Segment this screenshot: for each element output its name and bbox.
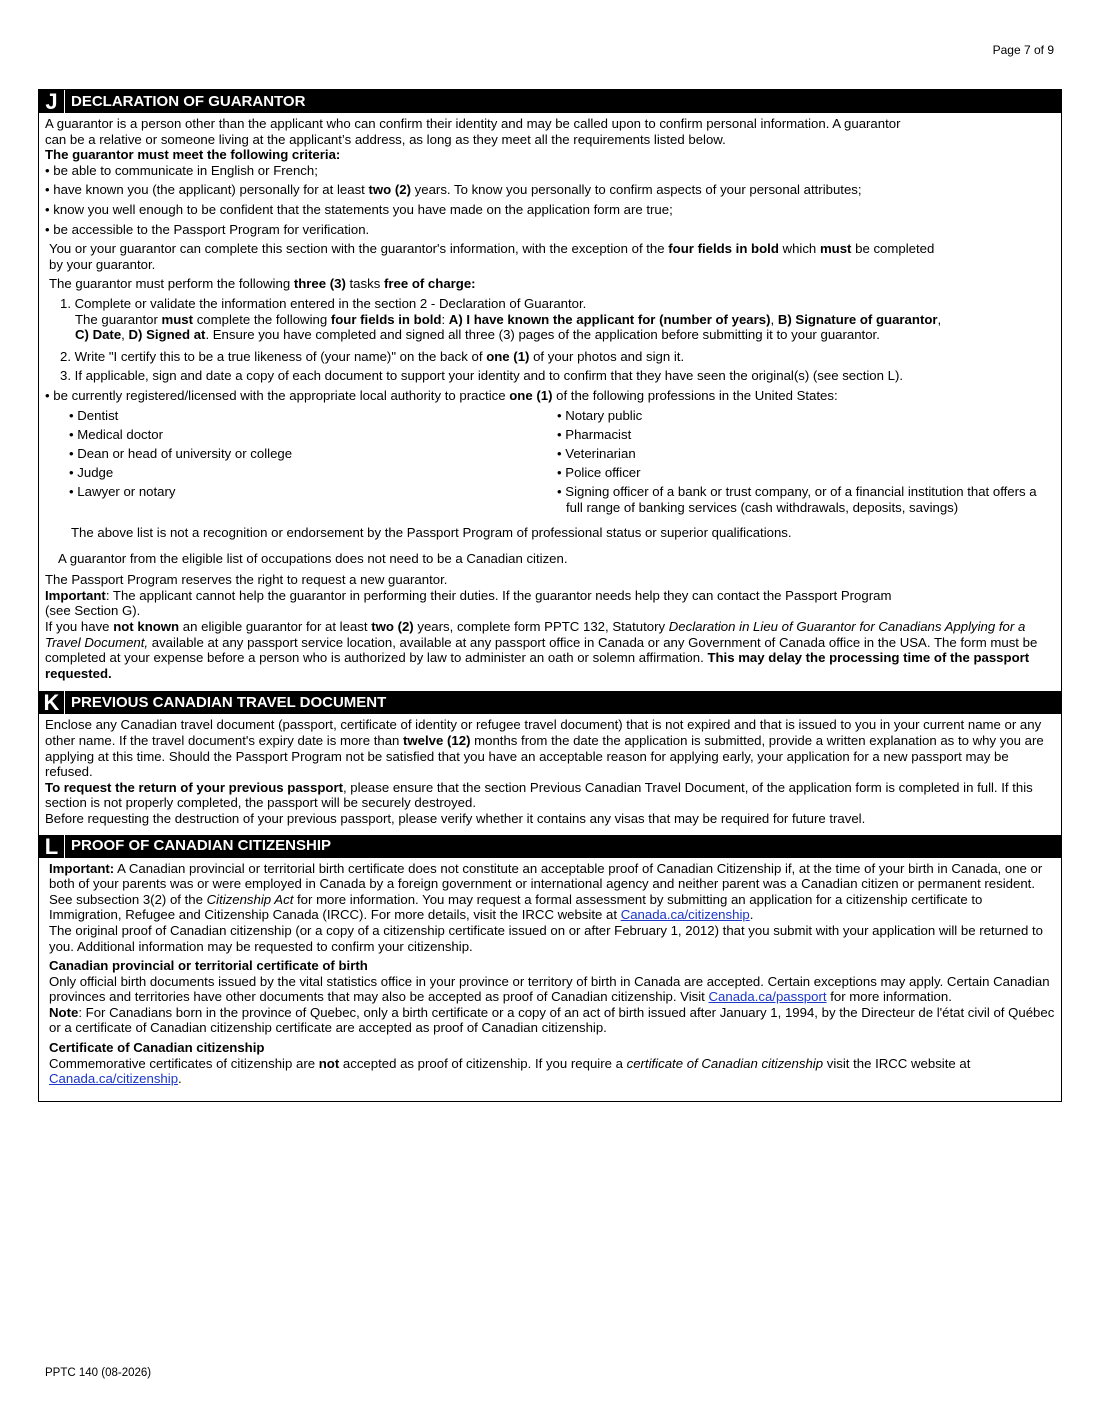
j-criterion-1: • be able to communicate in English or French; — [45, 162, 318, 178]
j-criterion-2: • have known you (the applicant) personally for at least two (2) years. To know you personally to confirm aspects of your personal attributes; — [45, 182, 862, 198]
l-quebec-note: Note: For Canadians born in the province of Quebec, only a birth certificate or a copy of an act of birth issued after January 1, 1994, by the Directeur de l'état civil of Québec or a certificate of Canadian citizenship certificate are accepted as proof of Canadian citizenship. — [49, 1004, 1055, 1036]
j-professions-left — [45, 408, 557, 520]
section-l-title: PROOF OF CANADIAN CITIZENSHIP — [71, 837, 332, 855]
j-professions-list — [45, 408, 1055, 520]
j-important-note: Important: The applicant cannot help the guarantor in performing their duties. If the guarantor needs help they can contact the Passport Program — [45, 587, 892, 603]
j-criteria-heading: The guarantor must meet the following criteria: — [45, 147, 341, 163]
j-task-2: 2. Write "I certify this to be a true likeness of (your name)" on the back of one (1) of your photos and sign it. — [60, 348, 685, 364]
k-paragraph-1: Enclose any Canadian travel document (passport, certificate of identity or refugee travel document) that is not expired and that is issued to you in your current name or any other name. If the travel document's expiry date is more than twelve (12) months from the date the application is submitted, provide a written explanation as to why you are applying at this time. Should the Passport Program not be satisfied that you have an acceptable reason for applying early, your application for a new passport may be refused. — [45, 717, 1044, 780]
section-j-body — [39, 113, 1061, 685]
j-reserve-note: The Passport Program reserves the right to request a new guarantor. — [45, 572, 448, 588]
j-not-known-note: If you have not known an eligible guarantor for at least two (2) years, complete form PPTC 132, Statutory Declaration in Lieu of Guarantor for Canadians Applying for a Travel Document, available at any passport service location, available at any passport office in Canada or any Government of Canada office in the USA. The form must be completed at your expense before a person who is authorized by law to administer an oath or solemn affirmation. This may delay the processing time of the passport requested. — [45, 619, 1038, 681]
j-tasks-heading: The guarantor must perform the following three (3) tasks free of charge: — [49, 276, 476, 292]
section-k-body — [39, 714, 1061, 830]
citizenship-link-2[interactable]: Canada.ca/citizenship — [49, 1071, 179, 1087]
section-l-header — [39, 835, 1061, 858]
profession-item: • Notary public — [557, 407, 643, 423]
profession-item: • Signing officer of a bank or trust company, or of a financial institution that offers a full range of banking services (cash withdrawals, deposits, savings) — [557, 484, 1037, 515]
j-list-note: The above list is not a recognition or endorsement by the Passport Program of professional status or superior qualifications. — [71, 525, 792, 541]
section-j-title: DECLARATION OF GUARANTOR — [71, 92, 306, 110]
form-page — [38, 89, 1062, 1102]
j-professions-right — [557, 408, 1055, 520]
l-cert-text: Commemorative certificates of citizenship are not accepted as proof of citizenship. If you require a certificate of Canadian citizenship visit the IRCC website at Canada.ca/citizenship. — [49, 1055, 971, 1087]
profession-item: • Police officer — [557, 465, 641, 481]
profession-item: • Pharmacist — [557, 426, 632, 442]
profession-item: • Medical doctor — [69, 426, 164, 442]
citizenship-link[interactable]: Canada.ca/citizenship — [620, 907, 750, 923]
section-l-letter: L — [39, 835, 65, 858]
j-task-3: 3. If applicable, sign and date a copy of each document to support your identity and to confirm that they have seen the original(s) (see section L). — [60, 368, 904, 384]
j-intro-2: can be a relative or someone living at the applicant’s address, as long as they meet all the requirements listed below. — [45, 131, 726, 147]
profession-item: • Lawyer or notary — [69, 484, 176, 500]
page-number: Page 7 of 9 — [992, 43, 1054, 57]
l-important-note: Important: A Canadian provincial or territorial birth certificate does not constitute an acceptable proof of Canadian Citizenship if, at the time of your birth in Canada, one or both of your parents was or were employed in Canada by a foreign government or international agency and neither parent was a Canadian citizen or permanent resident. See subsection 3(2) of the Citizenship Act for more information. You may request a formal assessment by submitting an application for a citizenship certificate to Immigration, Refugee and Citizenship Canada (IRCC). For more details, visit the IRCC website at Canada.ca/citizenship. — [49, 860, 1043, 923]
form-code-footer: PPTC 140 (08-2026) — [45, 1367, 152, 1379]
section-k-title: PREVIOUS CANADIAN TRAVEL DOCUMENT — [71, 694, 387, 712]
passport-link[interactable]: Canada.ca/passport — [708, 989, 827, 1005]
j-citizen-note: A guarantor from the eligible list of occupations does not need to be a Canadian citizen. — [58, 550, 568, 566]
l-birth-heading: Canadian provincial or territorial certificate of birth — [49, 958, 368, 974]
section-k-header — [39, 691, 1061, 714]
j-criterion-3: • know you well enough to be confident that the statements you have made on the application form are true; — [45, 201, 673, 217]
j-task-1-fields-2: C) Date, D) Signed at. Ensure you have completed and signed all three (3) pages of the application before submitting it to your guarantor. — [75, 327, 880, 343]
k-paragraph-3: Before requesting the destruction of your previous passport, please verify whether it contains any visas that may be required for future travel. — [45, 810, 866, 826]
k-paragraph-2: To request the return of your previous passport, please ensure that the section Previous Canadian Travel Document, of the application form is completed in full. If this section is not properly completed, the passport will be securely destroyed. — [45, 779, 1033, 811]
profession-item: • Judge — [69, 465, 114, 481]
profession-item: • Veterinarian — [557, 445, 636, 461]
j-complete-note-2: by your guarantor. — [49, 256, 156, 272]
l-birth-text: Only official birth documents issued by the vital statistics office in your province or territory of birth in Canada are accepted. Certain exceptions may apply. Certain Canadian provinces and territories have other documents that may also be accepted as proof of Canadian citizenship. Visit Canada.ca/passport for more information. — [49, 973, 1050, 1005]
j-professions-intro: • be currently registered/licensed with the appropriate local authority to practice one (1) of the following professions in the United States: — [45, 387, 838, 403]
section-l-body — [39, 858, 1061, 1101]
profession-item: • Dean or head of university or college — [69, 445, 293, 461]
j-task-1-fields: The guarantor must complete the following four fields in bold: A) I have known the applicant for (number of years), B) Signature of guarantor, — [75, 311, 942, 327]
j-criterion-4: • be accessible to the Passport Program for verification. — [45, 221, 370, 237]
l-cert-heading: Certificate of Canadian citizenship — [49, 1040, 265, 1056]
j-task-1: 1. Complete or validate the information entered in the section 2 - Declaration of Guarantor. — [60, 295, 587, 311]
j-complete-note: You or your guarantor can complete this section with the guarantor's information, with the exception of the four fields in bold which must be completed — [49, 241, 935, 257]
profession-item: • Dentist — [69, 407, 119, 423]
section-j-letter: J — [39, 90, 65, 113]
j-intro-1: A guarantor is a person other than the applicant who can confirm their identity and may be called upon to confirm personal information. A guarantor — [45, 116, 901, 131]
l-original-note: The original proof of Canadian citizenship (or a copy of a citizenship certificate issued on or after February 1, 2012) that you submit with your application will be returned to you. Additional information may be requested to confirm your citizenship. — [49, 922, 1043, 954]
section-j-header — [39, 90, 1061, 113]
section-k-letter: K — [39, 691, 65, 714]
j-important-note-2: (see Section G). — [45, 603, 141, 619]
